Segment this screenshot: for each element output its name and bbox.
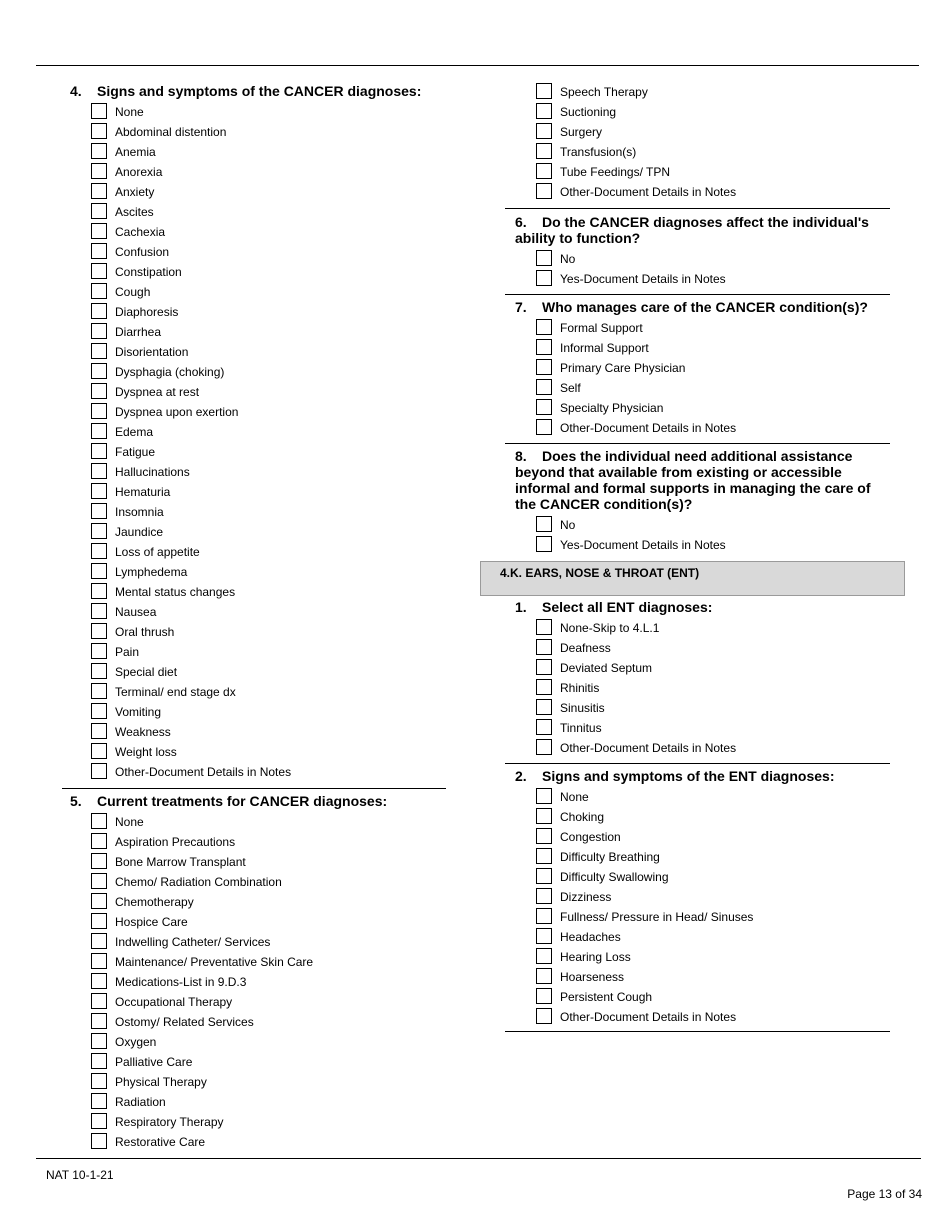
checkbox-option[interactable] bbox=[91, 1012, 470, 1032]
checkbox[interactable] bbox=[536, 123, 552, 139]
checkbox-label: Informal Support bbox=[560, 341, 649, 355]
checkbox[interactable] bbox=[536, 339, 552, 355]
checkbox-label: Radiation bbox=[115, 1095, 166, 1109]
checkbox[interactable] bbox=[91, 973, 107, 989]
checkbox-label: Lymphedema bbox=[115, 565, 188, 579]
checkbox-option[interactable] bbox=[91, 1112, 470, 1132]
checkbox-label: Restorative Care bbox=[115, 1135, 206, 1149]
question-4-title: 4. Signs and symptoms of the CANCER diagnoses: bbox=[70, 83, 422, 99]
checkbox[interactable] bbox=[536, 719, 552, 735]
checkbox-label: Sinusitis bbox=[560, 701, 605, 715]
divider-q5 bbox=[62, 788, 446, 789]
checkbox-option[interactable] bbox=[91, 202, 470, 222]
checkbox[interactable] bbox=[91, 703, 107, 719]
checkbox-option[interactable] bbox=[91, 972, 470, 992]
checkbox[interactable] bbox=[91, 103, 107, 119]
top-rule bbox=[36, 65, 919, 66]
checkbox[interactable] bbox=[536, 888, 552, 904]
checkbox[interactable] bbox=[91, 323, 107, 339]
checkbox-label: No bbox=[560, 252, 576, 266]
checkbox-option[interactable] bbox=[91, 562, 470, 582]
checkbox-option[interactable] bbox=[91, 852, 470, 872]
checkbox-option[interactable] bbox=[91, 662, 470, 682]
checkbox-option[interactable] bbox=[91, 762, 470, 782]
checkbox[interactable] bbox=[536, 399, 552, 415]
checkbox[interactable] bbox=[91, 1093, 107, 1109]
checkbox-option[interactable] bbox=[91, 522, 470, 542]
checkbox-option[interactable] bbox=[536, 658, 885, 678]
checkbox-option[interactable] bbox=[536, 318, 885, 338]
checkbox-option[interactable] bbox=[91, 932, 470, 952]
checkbox-option[interactable] bbox=[91, 462, 470, 482]
checkbox-option[interactable] bbox=[536, 827, 885, 847]
checkbox-label: Hoarseness bbox=[560, 970, 625, 984]
checkbox-label: Other-Document Details in Notes bbox=[560, 185, 737, 199]
checkbox-label: Tube Feedings/ TPN bbox=[560, 165, 671, 179]
checkbox[interactable] bbox=[91, 163, 107, 179]
checkbox-option[interactable] bbox=[536, 987, 885, 1007]
checkbox[interactable] bbox=[91, 643, 107, 659]
checkbox-label: Other-Document Details in Notes bbox=[115, 765, 292, 779]
checkbox-label: None bbox=[115, 815, 144, 829]
checkbox-option[interactable] bbox=[91, 1092, 470, 1112]
checkbox[interactable] bbox=[91, 263, 107, 279]
checkbox-label: Hallucinations bbox=[115, 465, 190, 479]
checkbox[interactable] bbox=[91, 503, 107, 519]
checkbox-label: Abdominal distention bbox=[115, 125, 227, 139]
checkbox-label: Hematuria bbox=[115, 485, 171, 499]
checkbox-option[interactable] bbox=[91, 482, 470, 502]
checkbox-option[interactable] bbox=[536, 82, 896, 102]
question-5-title: 5. Current treatments for CANCER diagnoses: bbox=[70, 793, 388, 809]
checkbox-label: Deafness bbox=[560, 641, 611, 655]
checkbox[interactable] bbox=[536, 788, 552, 804]
checkbox-option[interactable] bbox=[536, 698, 885, 718]
checkbox-option[interactable] bbox=[91, 742, 470, 762]
checkbox-label: Oxygen bbox=[115, 1035, 157, 1049]
checkbox-label: Cachexia bbox=[115, 225, 166, 239]
checkbox[interactable] bbox=[91, 1133, 107, 1149]
question-7 bbox=[515, 299, 885, 438]
checkbox-label: Palliative Care bbox=[115, 1055, 193, 1069]
checkbox-option[interactable] bbox=[536, 358, 885, 378]
checkbox[interactable] bbox=[536, 516, 552, 532]
checkbox[interactable] bbox=[536, 868, 552, 884]
checkbox-label: Cough bbox=[115, 285, 151, 299]
checkbox[interactable] bbox=[536, 359, 552, 375]
section-header-ent-label: 4.K. EARS, NOSE & THROAT (ENT) bbox=[500, 566, 700, 580]
checkbox-label: Physical Therapy bbox=[115, 1075, 207, 1089]
checkbox-option[interactable] bbox=[536, 807, 885, 827]
checkbox-label: No bbox=[560, 518, 576, 532]
divider-ent2 bbox=[505, 763, 890, 764]
checkbox[interactable] bbox=[91, 833, 107, 849]
checkbox[interactable] bbox=[536, 928, 552, 944]
checkbox-option[interactable] bbox=[91, 502, 470, 522]
checkbox[interactable] bbox=[536, 163, 552, 179]
checkbox-option[interactable] bbox=[536, 122, 896, 142]
checkbox[interactable] bbox=[536, 419, 552, 435]
checkbox-label: Dysphagia (choking) bbox=[115, 365, 225, 379]
checkbox[interactable] bbox=[91, 303, 107, 319]
checkbox-label: Weight loss bbox=[115, 745, 177, 759]
checkbox-option[interactable] bbox=[536, 787, 885, 807]
checkbox[interactable] bbox=[91, 933, 107, 949]
checkbox[interactable] bbox=[91, 603, 107, 619]
checkbox[interactable] bbox=[91, 483, 107, 499]
checkbox[interactable] bbox=[91, 1053, 107, 1069]
checkbox-option[interactable] bbox=[536, 418, 885, 438]
checkbox-option[interactable] bbox=[91, 122, 470, 142]
checkbox[interactable] bbox=[91, 423, 107, 439]
checkbox[interactable] bbox=[536, 319, 552, 335]
checkbox-option[interactable] bbox=[91, 322, 470, 342]
checkbox[interactable] bbox=[91, 893, 107, 909]
checkbox-label: Ascites bbox=[115, 205, 154, 219]
checkbox-label: Other-Document Details in Notes bbox=[560, 1010, 737, 1024]
checkbox-option[interactable] bbox=[536, 378, 885, 398]
checkbox-option[interactable] bbox=[536, 535, 885, 555]
checkbox-label: Bone Marrow Transplant bbox=[115, 855, 246, 869]
checkbox[interactable] bbox=[536, 103, 552, 119]
checkbox-label: Persistent Cough bbox=[560, 990, 653, 1004]
checkbox-option[interactable] bbox=[536, 398, 885, 418]
question-5-continued bbox=[536, 82, 896, 202]
checkbox-option[interactable] bbox=[536, 338, 885, 358]
checkbox-label: Headaches bbox=[560, 930, 621, 944]
checkbox-option[interactable] bbox=[536, 515, 885, 535]
checkbox-label: Yes-Document Details in Notes bbox=[560, 272, 726, 286]
checkbox-label: Oral thrush bbox=[115, 625, 175, 639]
checkbox-option[interactable] bbox=[91, 1072, 470, 1092]
checkbox-label: Anemia bbox=[115, 145, 156, 159]
checkbox-label: Transfusion(s) bbox=[560, 145, 637, 159]
checkbox-option[interactable] bbox=[91, 402, 470, 422]
checkbox[interactable] bbox=[91, 343, 107, 359]
checkbox[interactable] bbox=[91, 123, 107, 139]
checkbox-option[interactable] bbox=[91, 382, 470, 402]
checkbox-option[interactable] bbox=[91, 582, 470, 602]
checkbox-label: None bbox=[560, 790, 589, 804]
section-header-ent bbox=[480, 561, 905, 596]
checkbox-option[interactable] bbox=[91, 1032, 470, 1052]
checkbox[interactable] bbox=[91, 443, 107, 459]
checkbox-option[interactable] bbox=[91, 952, 470, 972]
checkbox-option[interactable] bbox=[536, 718, 885, 738]
checkbox[interactable] bbox=[91, 683, 107, 699]
checkbox[interactable] bbox=[536, 250, 552, 266]
checkbox[interactable] bbox=[536, 379, 552, 395]
checkbox-label: Jaundice bbox=[115, 525, 164, 539]
checkbox[interactable] bbox=[91, 663, 107, 679]
checkbox-label: Self bbox=[560, 381, 581, 395]
checkbox[interactable] bbox=[91, 1013, 107, 1029]
checkbox-label: Respiratory Therapy bbox=[115, 1115, 224, 1129]
checkbox-option[interactable] bbox=[91, 442, 470, 462]
checkbox-option[interactable] bbox=[91, 832, 470, 852]
checkbox-option[interactable] bbox=[91, 242, 470, 262]
question-8-title: 8. Does the individual need additional assistance beyond that available from existing or accessible informal and formal supports in managing the care of the CANCER condition(s)? bbox=[515, 448, 871, 512]
checkbox-label: None-Skip to 4.L.1 bbox=[560, 621, 660, 635]
checkbox-label: None bbox=[115, 105, 144, 119]
checkbox-label: Specialty Physician bbox=[560, 401, 664, 415]
checkbox-label: Congestion bbox=[560, 830, 621, 844]
checkbox-label: Ostomy/ Related Services bbox=[115, 1015, 254, 1029]
checkbox[interactable] bbox=[536, 968, 552, 984]
checkbox[interactable] bbox=[91, 143, 107, 159]
checkbox-option[interactable] bbox=[91, 162, 470, 182]
question-5 bbox=[70, 793, 470, 1152]
checkbox-option[interactable] bbox=[91, 1132, 470, 1152]
checkbox[interactable] bbox=[536, 828, 552, 844]
checkbox[interactable] bbox=[91, 203, 107, 219]
divider-q6 bbox=[505, 208, 890, 209]
checkbox[interactable] bbox=[91, 813, 107, 829]
checkbox-option[interactable] bbox=[536, 967, 885, 987]
checkbox[interactable] bbox=[91, 383, 107, 399]
divider-q8 bbox=[505, 443, 890, 444]
checkbox[interactable] bbox=[91, 623, 107, 639]
checkbox[interactable] bbox=[91, 1073, 107, 1089]
divider-ent-end bbox=[505, 1031, 890, 1032]
checkbox[interactable] bbox=[536, 143, 552, 159]
checkbox-label: Maintenance/ Preventative Skin Care bbox=[115, 955, 314, 969]
checkbox-option[interactable] bbox=[91, 102, 470, 122]
checkbox-option[interactable] bbox=[536, 1007, 885, 1027]
checkbox-option[interactable] bbox=[91, 362, 470, 382]
checkbox-label: Anxiety bbox=[115, 185, 155, 199]
checkbox-label: Deviated Septum bbox=[560, 661, 653, 675]
checkbox-option[interactable] bbox=[91, 892, 470, 912]
checkbox-option[interactable] bbox=[91, 812, 470, 832]
checkbox-option[interactable] bbox=[91, 262, 470, 282]
checkbox[interactable] bbox=[536, 639, 552, 655]
checkbox-label: Disorientation bbox=[115, 345, 189, 359]
checkbox-label: Edema bbox=[115, 425, 154, 439]
checkbox-label: Dizziness bbox=[560, 890, 612, 904]
ent-question-1 bbox=[515, 599, 885, 758]
checkbox-option[interactable] bbox=[91, 142, 470, 162]
checkbox-option[interactable] bbox=[91, 1052, 470, 1072]
checkbox[interactable] bbox=[536, 948, 552, 964]
checkbox-option[interactable] bbox=[91, 302, 470, 322]
checkbox-label: Occupational Therapy bbox=[115, 995, 233, 1009]
checkbox-option[interactable] bbox=[536, 847, 885, 867]
checkbox-label: Aspiration Precautions bbox=[115, 835, 236, 849]
question-4 bbox=[70, 83, 470, 782]
checkbox-label: Chemotherapy bbox=[115, 895, 194, 909]
checkbox-option[interactable] bbox=[536, 927, 885, 947]
checkbox[interactable] bbox=[536, 83, 552, 99]
checkbox[interactable] bbox=[91, 743, 107, 759]
checkbox-label: Dyspnea upon exertion bbox=[115, 405, 239, 419]
checkbox-option[interactable] bbox=[91, 872, 470, 892]
checkbox-option[interactable] bbox=[536, 638, 885, 658]
checkbox[interactable] bbox=[91, 763, 107, 779]
checkbox[interactable] bbox=[91, 543, 107, 559]
checkbox-label: Surgery bbox=[560, 125, 603, 139]
checkbox-label: Yes-Document Details in Notes bbox=[560, 538, 726, 552]
checkbox-option[interactable] bbox=[91, 602, 470, 622]
checkbox[interactable] bbox=[536, 988, 552, 1004]
checkbox[interactable] bbox=[91, 873, 107, 889]
checkbox-option[interactable] bbox=[91, 682, 470, 702]
checkbox-option[interactable] bbox=[91, 722, 470, 742]
checkbox[interactable] bbox=[536, 659, 552, 675]
checkbox-label: Other-Document Details in Notes bbox=[560, 741, 737, 755]
checkbox-label: Fullness/ Pressure in Head/ Sinuses bbox=[560, 910, 754, 924]
divider-q7 bbox=[505, 294, 890, 295]
checkbox-label: Indwelling Catheter/ Services bbox=[115, 935, 271, 949]
checkbox-label: Loss of appetite bbox=[115, 545, 200, 559]
checkbox-label: Constipation bbox=[115, 265, 182, 279]
checkbox-option[interactable] bbox=[91, 282, 470, 302]
checkbox[interactable] bbox=[91, 1033, 107, 1049]
checkbox[interactable] bbox=[91, 1113, 107, 1129]
checkbox-option[interactable] bbox=[536, 182, 896, 202]
checkbox-label: Diaphoresis bbox=[115, 305, 179, 319]
checkbox-label: Hospice Care bbox=[115, 915, 188, 929]
checkbox[interactable] bbox=[91, 583, 107, 599]
checkbox[interactable] bbox=[91, 183, 107, 199]
checkbox-option[interactable] bbox=[91, 422, 470, 442]
checkbox-label: Dyspnea at rest bbox=[115, 385, 200, 399]
checkbox[interactable] bbox=[536, 699, 552, 715]
checkbox-label: Other-Document Details in Notes bbox=[560, 421, 737, 435]
checkbox-label: Medications-List in 9.D.3 bbox=[115, 975, 247, 989]
checkbox-label: Terminal/ end stage dx bbox=[115, 685, 236, 699]
checkbox[interactable] bbox=[91, 403, 107, 419]
checkbox-label: Primary Care Physician bbox=[560, 361, 686, 375]
checkbox-option[interactable] bbox=[91, 912, 470, 932]
checkbox-label: Anorexia bbox=[115, 165, 163, 179]
ent-question-1-title: 1. Select all ENT diagnoses: bbox=[515, 599, 713, 615]
checkbox-option[interactable] bbox=[91, 222, 470, 242]
checkbox[interactable] bbox=[91, 723, 107, 739]
ent-question-2 bbox=[515, 768, 885, 1027]
checkbox[interactable] bbox=[91, 563, 107, 579]
checkbox-label: Confusion bbox=[115, 245, 170, 259]
checkbox-label: Special diet bbox=[115, 665, 178, 679]
checkbox[interactable] bbox=[536, 536, 552, 552]
form-id: NAT 10-1-21 bbox=[46, 1168, 114, 1182]
checkbox[interactable] bbox=[536, 808, 552, 824]
checkbox-option[interactable] bbox=[91, 992, 470, 1012]
checkbox-option[interactable] bbox=[536, 907, 885, 927]
checkbox-label: Diarrhea bbox=[115, 325, 162, 339]
checkbox-label: Speech Therapy bbox=[560, 85, 648, 99]
checkbox-label: Tinnitus bbox=[560, 721, 602, 735]
checkbox[interactable] bbox=[91, 523, 107, 539]
checkbox-label: Pain bbox=[115, 645, 140, 659]
checkbox-option[interactable] bbox=[91, 622, 470, 642]
checkbox[interactable] bbox=[536, 679, 552, 695]
checkbox-label: Difficulty Breathing bbox=[560, 850, 660, 864]
checkbox[interactable] bbox=[536, 848, 552, 864]
checkbox-label: Formal Support bbox=[560, 321, 643, 335]
checkbox-label: Difficulty Swallowing bbox=[560, 870, 669, 884]
checkbox[interactable] bbox=[536, 619, 552, 635]
checkbox-option[interactable] bbox=[536, 738, 885, 758]
checkbox-option[interactable] bbox=[536, 142, 896, 162]
checkbox[interactable] bbox=[91, 953, 107, 969]
checkbox[interactable] bbox=[536, 183, 552, 199]
checkbox[interactable] bbox=[536, 739, 552, 755]
bottom-rule bbox=[36, 1158, 921, 1159]
checkbox-option[interactable] bbox=[536, 269, 885, 289]
checkbox-option[interactable] bbox=[536, 249, 885, 269]
checkbox-label: Rhinitis bbox=[560, 681, 600, 695]
checkbox[interactable] bbox=[91, 913, 107, 929]
checkbox[interactable] bbox=[91, 993, 107, 1009]
checkbox-option[interactable] bbox=[536, 102, 896, 122]
checkbox-option[interactable] bbox=[536, 162, 896, 182]
checkbox-label: Insomnia bbox=[115, 505, 164, 519]
question-8 bbox=[515, 448, 885, 555]
checkbox[interactable] bbox=[91, 463, 107, 479]
checkbox-label: Nausea bbox=[115, 605, 157, 619]
page-number: Page 13 of 34 bbox=[847, 1187, 922, 1201]
ent-question-2-title: 2. Signs and symptoms of the ENT diagnoses: bbox=[515, 768, 835, 784]
question-6 bbox=[515, 214, 885, 289]
checkbox-option[interactable] bbox=[536, 867, 885, 887]
checkbox-option[interactable] bbox=[536, 618, 885, 638]
checkbox-option[interactable] bbox=[91, 182, 470, 202]
checkbox-option[interactable] bbox=[536, 947, 885, 967]
checkbox-option[interactable] bbox=[91, 342, 470, 362]
checkbox[interactable] bbox=[536, 908, 552, 924]
checkbox-label: Vomiting bbox=[115, 705, 162, 719]
checkbox-label: Suctioning bbox=[560, 105, 617, 119]
checkbox-label: Chemo/ Radiation Combination bbox=[115, 875, 282, 889]
checkbox[interactable] bbox=[91, 283, 107, 299]
checkbox[interactable] bbox=[536, 1008, 552, 1024]
checkbox-option[interactable] bbox=[91, 642, 470, 662]
checkbox[interactable] bbox=[91, 243, 107, 259]
checkbox-option[interactable] bbox=[91, 542, 470, 562]
checkbox-option[interactable] bbox=[91, 702, 470, 722]
checkbox[interactable] bbox=[536, 270, 552, 286]
checkbox[interactable] bbox=[91, 853, 107, 869]
checkbox[interactable] bbox=[91, 223, 107, 239]
checkbox-label: Mental status changes bbox=[115, 585, 236, 599]
checkbox[interactable] bbox=[91, 363, 107, 379]
question-7-title: 7. Who manages care of the CANCER condition(s)? bbox=[515, 299, 868, 315]
checkbox-label: Choking bbox=[560, 810, 605, 824]
checkbox-option[interactable] bbox=[536, 678, 885, 698]
checkbox-label: Hearing Loss bbox=[560, 950, 631, 964]
checkbox-label: Fatigue bbox=[115, 445, 156, 459]
checkbox-option[interactable] bbox=[536, 887, 885, 907]
checkbox-label: Weakness bbox=[115, 725, 171, 739]
question-6-title: 6. Do the CANCER diagnoses affect the individual's ability to function? bbox=[515, 214, 869, 246]
